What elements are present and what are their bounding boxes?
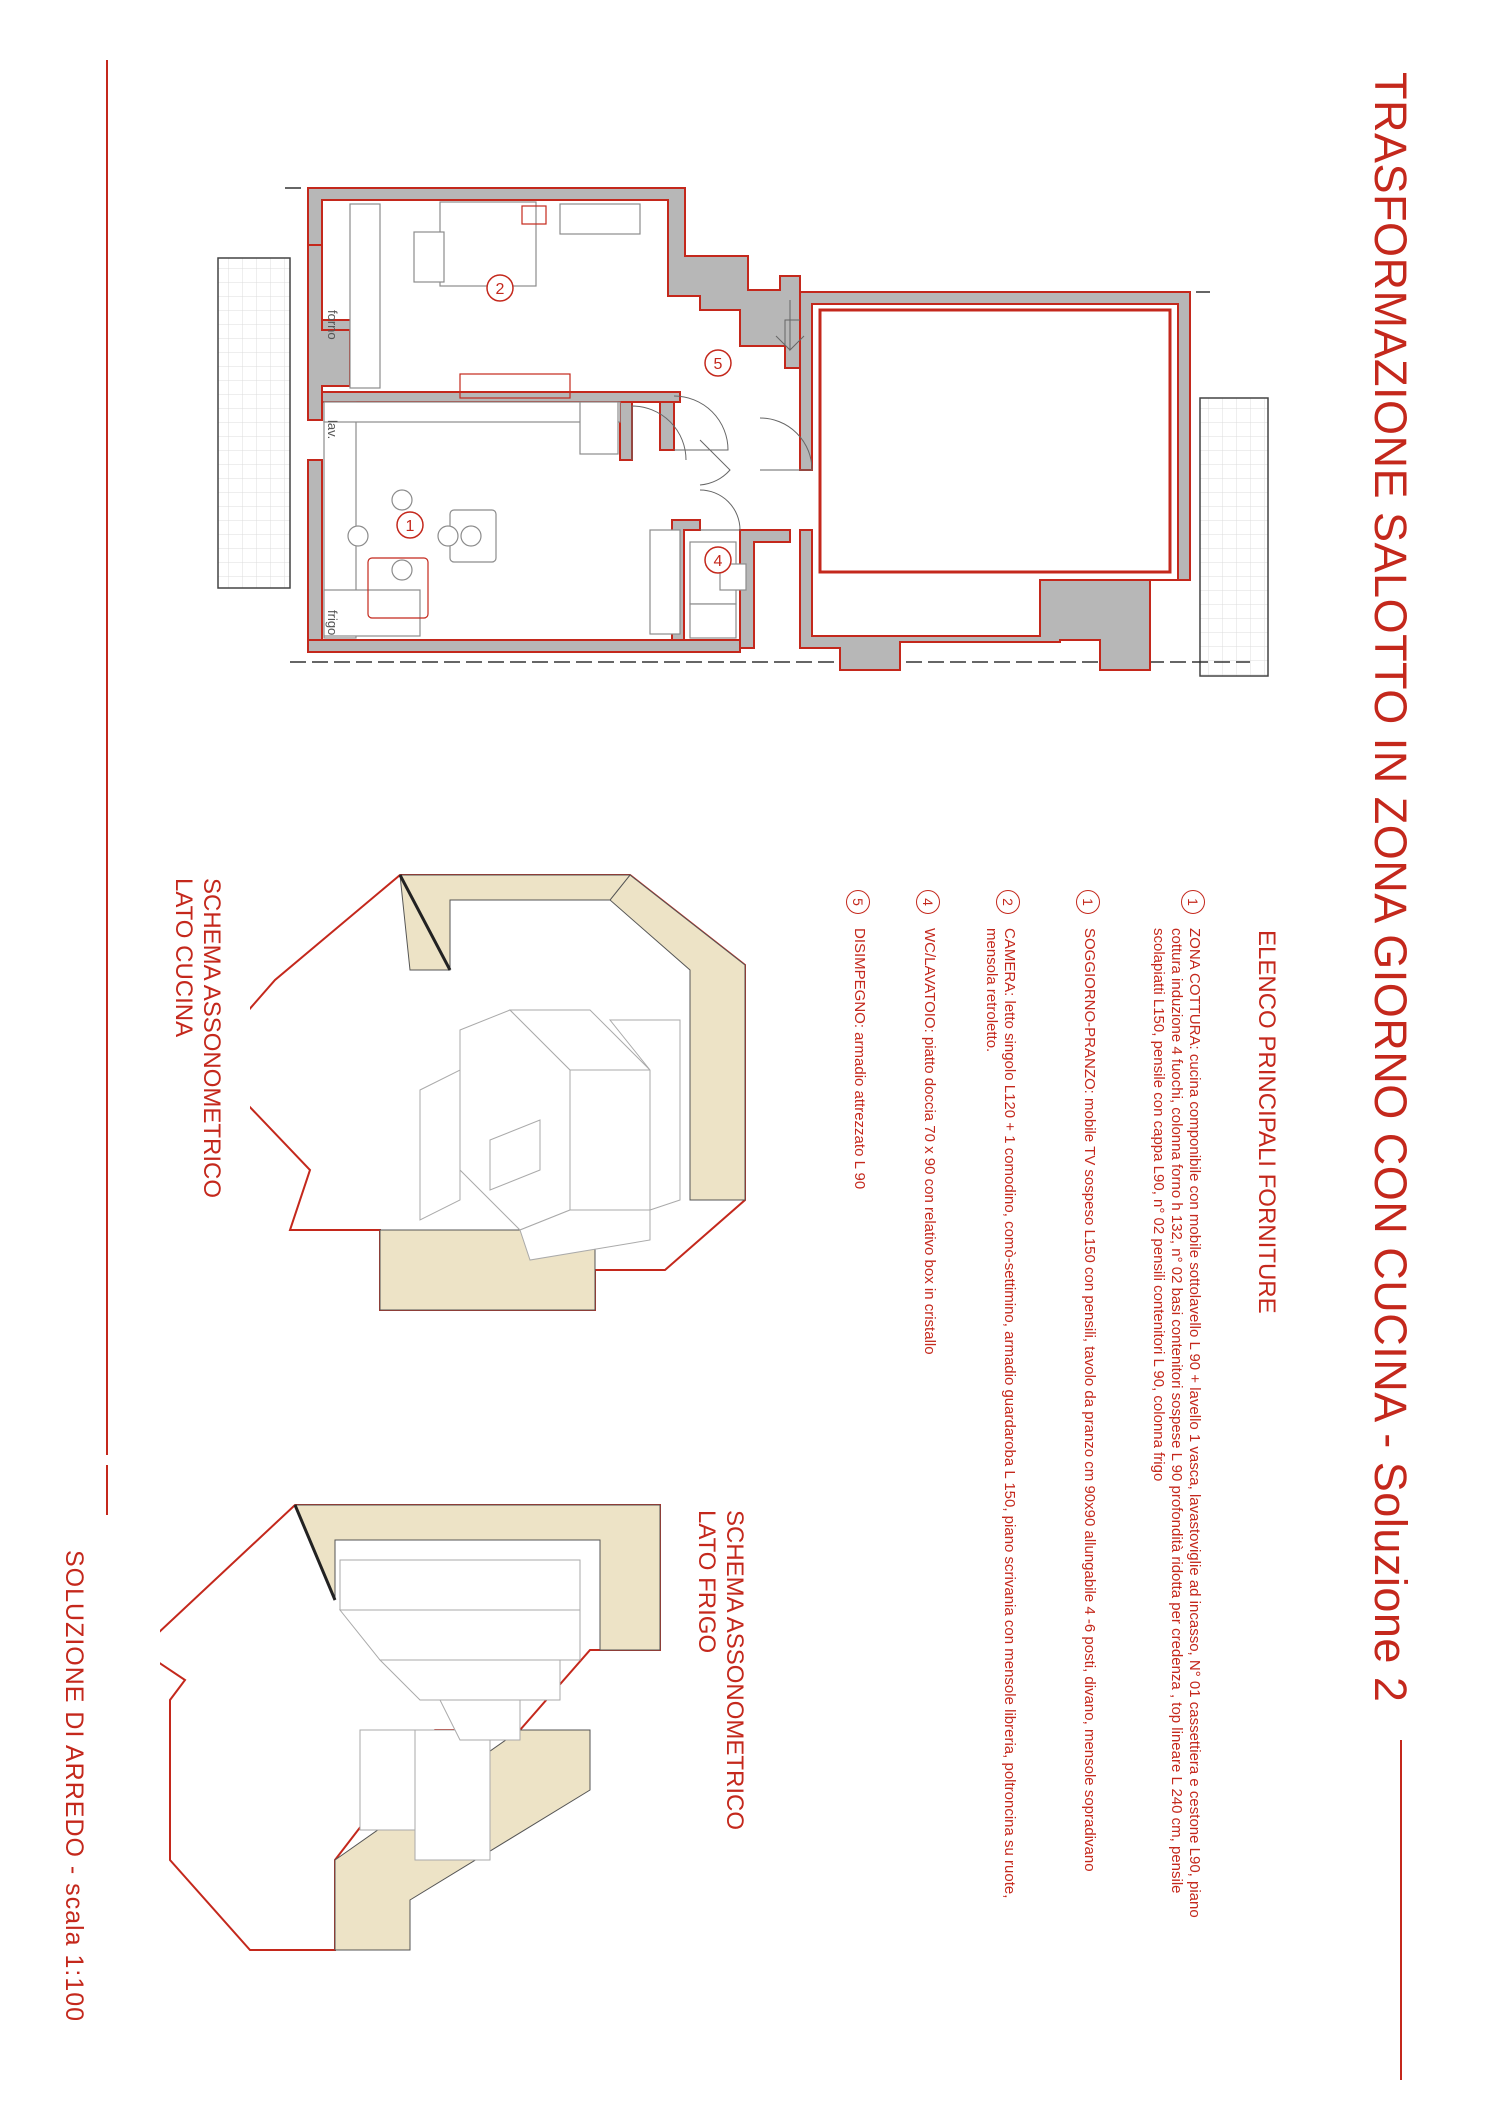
schema-label-cucina bbox=[169, 878, 225, 1198]
iso-cabinets bbox=[420, 1010, 680, 1260]
floor-plan bbox=[200, 170, 1290, 690]
schema-frigo-line1: SCHEMA ASSONOMETRICO bbox=[721, 1510, 748, 1831]
supply-item-text: ZONA COTTURA: cucina componibile con mobile sottolavello L 90 + lavello 1 vasca, lavastoviglie ad incasso, N° 01 cassettiera e cestone L90, piano cottura induzione 4 fuochi, colonna forno h 132, n° 02 basi contenitori sospese L 90 profondità ridotta per credenza , top lineare L 240 cm, pensile scolapiatti L150, pensile con cappa L90, n° 02 pensili contenitori L 90, colonna frigo bbox=[1150, 928, 1203, 1918]
right-rule bbox=[1400, 1740, 1402, 2080]
item-number-badge: 5 bbox=[846, 890, 870, 914]
room-marker-2 bbox=[487, 275, 513, 301]
room-number: 5 bbox=[713, 356, 723, 373]
item-number-badge: 1 bbox=[1076, 890, 1100, 914]
room-number: 4 bbox=[713, 553, 723, 570]
room-marker-4 bbox=[705, 547, 731, 573]
left-rule-top bbox=[106, 60, 108, 1455]
supply-item-text: DISIMPEGNO: armadio attrezzato L 90 bbox=[851, 928, 868, 1190]
page-title: TRASFORMAZIONE SALOTTO IN ZONA GIORNO CON CUCINA - Soluzione 2 bbox=[1365, 72, 1416, 1703]
forno-label: forno bbox=[325, 310, 340, 340]
salotto-room bbox=[820, 310, 1170, 572]
supplies-list-heading: ELENCO PRINCIPALI FORNITURE bbox=[1253, 930, 1280, 1314]
frigo-label: frigo bbox=[325, 610, 340, 636]
room-number: 2 bbox=[495, 281, 505, 298]
item-number-badge: 2 bbox=[996, 890, 1020, 914]
schema-cucina-line1: SCHEMA ASSONOMETRICO bbox=[198, 878, 225, 1199]
supply-item-text: CAMERA: letto singolo L120 + 1 comodino, comò-settimino, armadio guardaroba L 150, piano scrivania con mensole libreria, poltroncina su ruote, mensola retroletto. bbox=[983, 928, 1018, 1899]
supply-item-soggiorno bbox=[1080, 898, 1098, 1928]
supply-item-text: WC/LAVATOIO: piatto doccia 70 x 90 con relativo box in cristallo bbox=[921, 928, 938, 1355]
left-rule-bottom bbox=[106, 1465, 108, 1515]
room-marker-5 bbox=[705, 350, 731, 376]
item-number-badge: 4 bbox=[916, 890, 940, 914]
balcony-right bbox=[1200, 398, 1268, 676]
iso-wall-top bbox=[400, 875, 630, 970]
room-number: 1 bbox=[405, 518, 415, 535]
supply-item-camera bbox=[982, 898, 1018, 1928]
iso-schema-cucina bbox=[250, 870, 770, 1390]
supply-item-disimpegno bbox=[850, 898, 868, 1928]
scale-footer: SOLUZIONE DI ARREDO - scala 1:100 bbox=[60, 1550, 88, 2023]
schema-frigo-line2: LATO FRIGO bbox=[693, 1510, 720, 1654]
supply-item-wc bbox=[920, 898, 938, 1928]
room-marker-1 bbox=[397, 512, 423, 538]
schema-cucina-line2: LATO CUCINA bbox=[170, 878, 197, 1038]
supply-item-text: SOGGIORNO-PRANZO: mobile TV sospeso L150 con pensili, tavolo da pranzo cm 90x90 allungabile 4 -6 posti, divano, mensole sopradivano bbox=[1081, 928, 1098, 1872]
iso-schema-frigo bbox=[160, 1500, 720, 2050]
lav-label: lav. bbox=[325, 420, 340, 440]
item-number-badge: 1 bbox=[1181, 890, 1205, 914]
balcony-left bbox=[218, 258, 290, 588]
supply-item-zona-cottura bbox=[1149, 898, 1203, 1928]
